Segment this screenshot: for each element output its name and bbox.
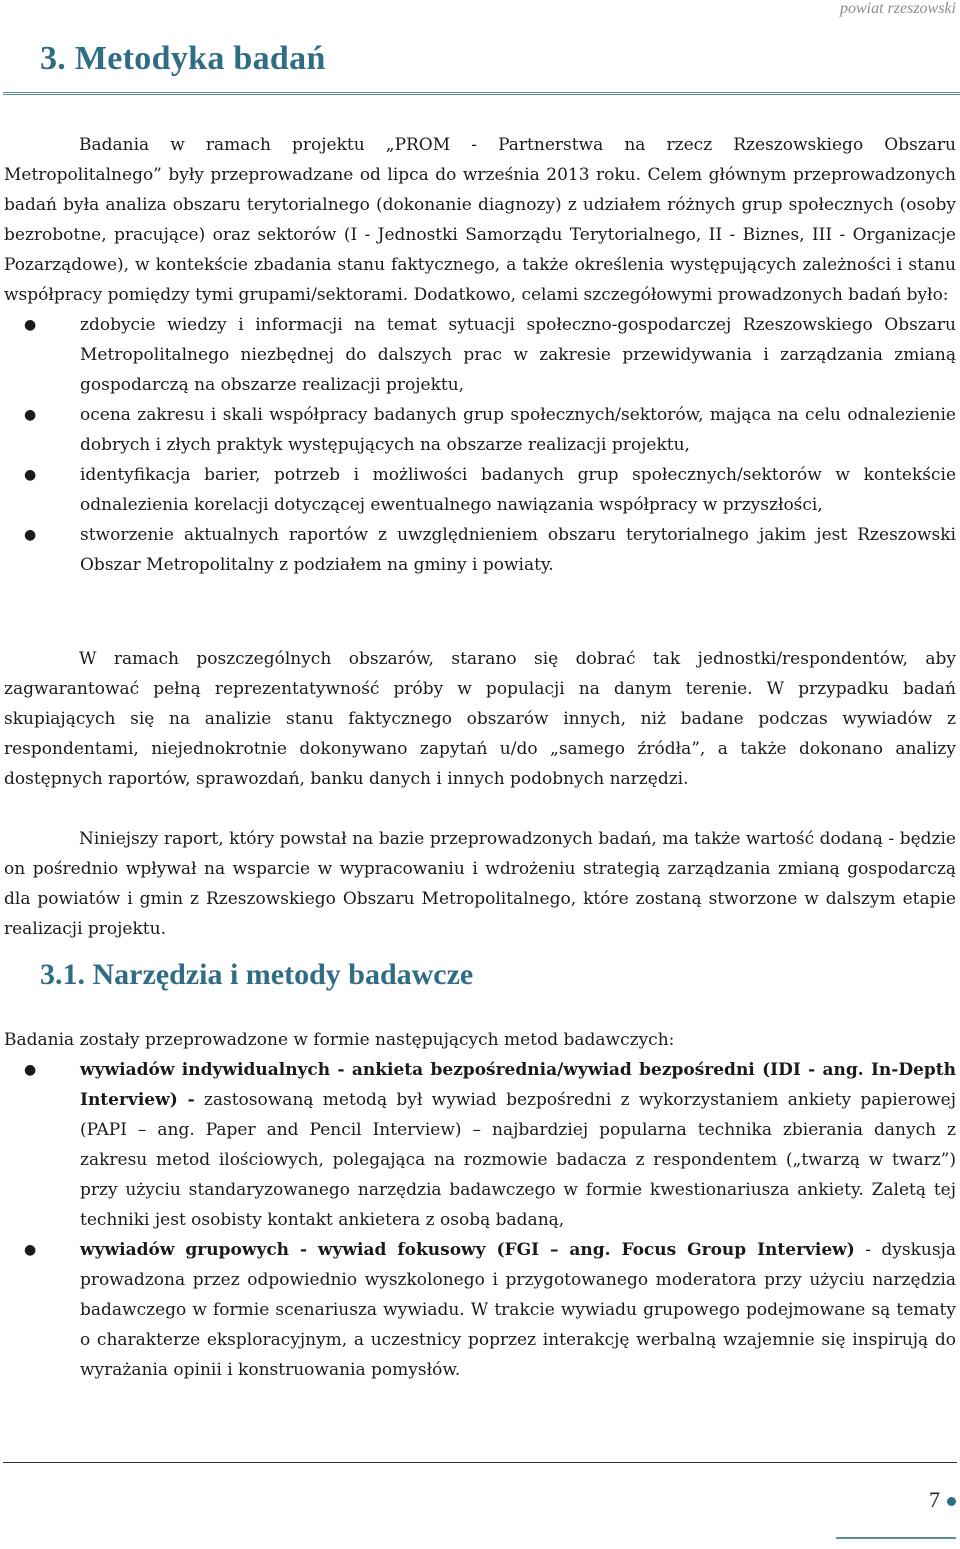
bullet-icon: ● [24, 527, 37, 543]
intro-paragraph: Badania w ramach projektu „PROM - Partnerstwa na rzecz Rzeszowskiego Obszaru Metropolitalnego” były przeprowadzane od lipca do września 2013 roku. Celem głównym przeprowadzonych badań była analiza obszaru terytorialnego (dokonanie diagnozy) z udziałem różnych grup społecznych (osoby bezrobotne, pracujące) oraz sektorów (I - Jednostki Samorządu Terytorialnego, II - Biznes, III - Organizacje Pozarządowe), w kontekście zbadania stanu faktycznego, a także określenia występujących zależności i stanu współpracy pomiędzy tymi grupami/sektorami. Dodatkowo, celami szczegółowymi prowadzonych badań było: [4, 135, 956, 305]
objective-item [24, 310, 956, 400]
bullet-icon: ● [24, 467, 37, 483]
respondents-paragraph: W ramach poszczególnych obszarów, starano się dobrać tak jednostki/respondentów, aby zagwarantować pełną reprezentatywność próby w populacji na danym terenie. W przypadku badań skupiających się na analizie stanu faktycznego obszarów innych, niż badane podczas wywiadów z respondentami, niejednokrotnie dokonywano zapytań u/do „samego źródła”, a także dokonano analizy dostępnych raportów, sprawozdań, banku danych i innych podobnych narzędzi. [4, 649, 956, 789]
page-number-underline [836, 1537, 956, 1539]
objective-item [24, 400, 956, 460]
objectives-list [4, 310, 956, 580]
respondents-section [4, 644, 956, 794]
section-title: 3. Metodyka badań [40, 40, 326, 77]
header-divider [3, 92, 960, 95]
method-item [24, 1235, 956, 1385]
page-number: 7 [929, 1487, 940, 1512]
header-tag: powiat rzeszowski [839, 0, 956, 17]
bullet-icon: ● [24, 1242, 37, 1258]
objective-text: identyfikacja barier, potrzeb i możliwości badanych grup społecznych/sektorów w kontekście odnalezienia korelacji dotyczącej ewentualnego nawiązania współpracy w przyszłości, [80, 465, 956, 515]
method-item [24, 1055, 956, 1235]
report-section [4, 824, 956, 944]
objective-item [24, 460, 956, 520]
method-name: wywiadów grupowych - wywiad fokusowy (FGI – ang. Focus Group Interview) [80, 1240, 855, 1260]
objective-item [24, 520, 956, 580]
objective-text: zdobycie wiedzy i informacji na temat sytuacji społeczno-gospodarczej Rzeszowskiego Obszaru Metropolitalnego niezbędnej do dalszych prac w zakresie przewidywania i zarządzania zmianą gospodarczą na obszarze realizacji projektu, [80, 315, 956, 395]
footer-divider [3, 1462, 957, 1463]
methods-list [4, 1055, 956, 1385]
method-description: - dyskusja prowadzona przez odpowiednio wyszkolonego i przygotowanego moderatora przy użyciu narzędzia badawczego w formie scenariusza wywiadu. W trakcie wywiadu grupowego podejmowane są tematy o charakterze eksploracyjnym, a uczestnicy poprzez interakcję werbalną wzajemnie się inspirują do wyrażania opinii i konstruowania pomysłów. [80, 1240, 956, 1380]
bullet-icon: ● [24, 317, 37, 333]
method-name: wywiadów indywidualnych - ankieta bezpośrednia/wywiad bezpośredni (IDI - ang. In-Depth Interview) - [80, 1060, 956, 1110]
page-marker-icon [947, 1497, 956, 1506]
method-description: zastosowaną metodą był wywiad bezpośredni z wykorzystaniem ankiety papierowej (PAPI – ang. Paper and Pencil Interview) – najbardziej popularna technika zbierania danych z zakresu metod ilościowych, polegająca na rozmowie badacza z respondentem („twarzą w twarz”) przy użyciu standaryzowanego narzędzia badawczego w formie kwestionariusza ankiety. Zaletą tej techniki jest osobisty kontakt ankietera z osobą badaną, [80, 1090, 956, 1230]
bullet-icon: ● [24, 407, 37, 423]
methods-intro: Badania zostały przeprowadzone w formie następujących metod badawczych: [4, 1030, 675, 1050]
bullet-icon: ● [24, 1062, 37, 1078]
subsection-title: 3.1. Narzędzia i metody badawcze [40, 958, 474, 991]
objective-text: stworzenie aktualnych raportów z uwzględnieniem obszaru terytorialnego jakim jest Rzeszowski Obszar Metropolitalny z podziałem na gminy i powiaty. [80, 525, 956, 575]
section1-body [4, 130, 956, 580]
objective-text: ocena zakresu i skali współpracy badanych grup społecznych/sektorów, mająca na celu odnalezienie dobrych i złych praktyk występujących na obszarze realizacji projektu, [80, 405, 956, 455]
section2-body [4, 1025, 956, 1385]
report-paragraph: Niniejszy raport, który powstał na bazie przeprowadzonych badań, ma także wartość dodaną - będzie on pośrednio wpływał na wsparcie w wypracowaniu i wdrożeniu strategią zarządzania zmianą gospodarczą dla powiatów i gmin z Rzeszowskiego Obszaru Metropolitalnego, które zostaną stworzone w dalszym etapie realizacji projektu. [4, 829, 956, 939]
